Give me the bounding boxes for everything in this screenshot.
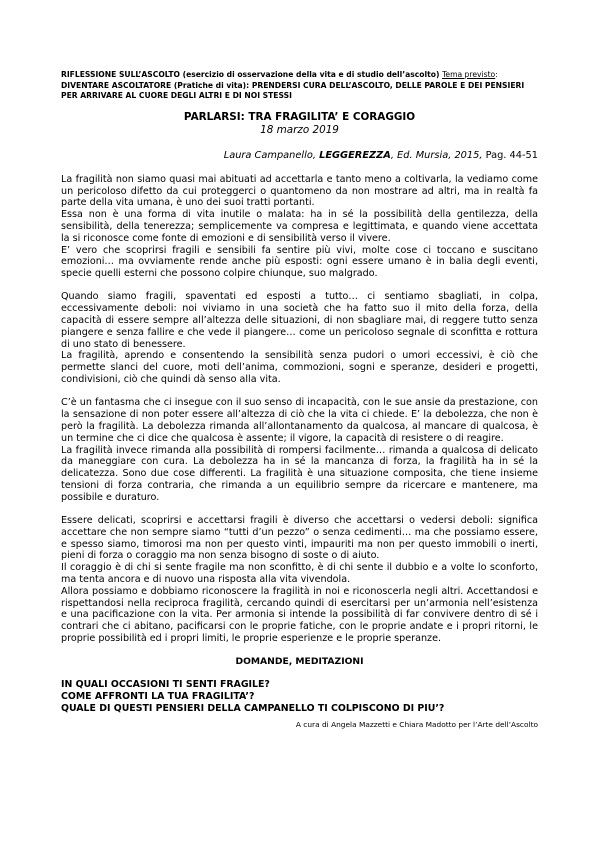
paragraph: Essere delicati, scoprirsi e accettarsi fragili è diverso che accettarsi o vedersi deboli: significa accettare che non sempre siamo “tutti d’un pezzo” o senza cedimenti… ma che possiamo essere, e spesso siamo, timorosi ma non per questo vinti, impauriti ma non per questo immobili o inerti, pieni di forza o coraggio ma non senza bisogno di soste o di aiuto. bbox=[61, 515, 538, 562]
question-item: IN QUALI OCCASIONI TI SENTI FRAGILE? bbox=[61, 678, 270, 690]
question-item: QUALE DI QUESTI PENSIERI DELLA CAMPANELLO TI COLPISCONO DI PIU’? bbox=[61, 702, 445, 714]
questions-list bbox=[61, 679, 538, 715]
question-item: COME AFFRONTI LA TUA FRAGILITA’? bbox=[61, 690, 255, 702]
header-title: RIFLESSIONE SULL’ASCOLTO (esercizio di osservazione della vita e di studio dell’ascolto) bbox=[61, 70, 440, 79]
paragraph-gap bbox=[61, 280, 538, 292]
source-book-title: LEGGEREZZA bbox=[319, 149, 391, 161]
paragraph: La fragilità non siamo quasi mai abituati ad accettarla e tanto meno a coltivarla, la vediamo come un pericoloso difetto da cui proteggerci o quantomeno da non mostrare ad altri, ma in realtà fa parte della vita umana, è uno dei suoi tratti portanti. bbox=[61, 173, 538, 209]
paragraph: E’ vero che scoprirsi fragili e sensibili fa sentire più vivi, molte cose ci toccano e suscitano emozioni… ma ovviamente rende anche più esposti: ogni essere umano è in balia degli eventi, specie quelli esterni che possono colpire chiunque, suo malgrado. bbox=[61, 244, 538, 280]
document-page bbox=[61, 70, 538, 730]
source-author: Laura Campanello, bbox=[223, 149, 316, 161]
header-theme-link: Tema previsto bbox=[442, 70, 496, 79]
page-title: PARLARSI: TRA FRAGILITA’ E CORAGGIO bbox=[183, 110, 416, 123]
paragraph-gap bbox=[61, 386, 538, 398]
paragraph: Il coraggio è di chi si sente fragile ma non sconfitto, è di chi sente il dubbio e a volte lo sconforto, ma tenta ancora e di nuovo una risposta alla vita vivendola. bbox=[61, 562, 538, 585]
paragraph: Quando siamo fragili, spaventati ed esposti a tutto… ci sentiamo sbagliati, in colpa, eccessivamente deboli: noi viviamo in una società che ha fatto suo il mito della forza, della capacità di essere sempre all’altezza delle situazioni, di non sbagliare mai, di reggere tutto senza piangere e senza fallire e che vede il piangere… come un pericoloso segnale di sconfitta e rottura di uno stato di benessere. bbox=[61, 291, 538, 350]
page-date: 18 marzo 2019 bbox=[260, 123, 339, 136]
paragraph: La fragilità, aprendo e consentendo la sensibilità senza pudori o umori eccessivi, è ciò che permette slanci del cuore, moti dell’anima, commozioni, sogni e speranze, desideri e progetti, condivisioni, ciò che quindi dà senso alla vita. bbox=[61, 350, 538, 386]
source-citation bbox=[61, 149, 538, 162]
paragraph: Essa non è una forma di vita inutile o malata: ha in sé la possibilità della gentilezza, della sensibilità, della tenerezza; semplicemente va compresa e legittimata, e quando viene accettata la si riconosce come fonte di emozioni e di sensibilità verso il vivere. bbox=[61, 209, 538, 244]
credit-line: A cura di Angela Mazzetti e Chiara Madotto per l’Arte dell’Ascolto bbox=[295, 719, 538, 729]
paragraph: La fragilità invece rimanda alla possibilità di rompersi facilmente… rimanda a qualcosa di delicato da maneggiare con cura. La debolezza ha in sé la mancanza di forza, la fragilità ha in sé la delicatezza. Sono due cose differenti. La fragilità è una situazione composita, che tiene insieme tensioni di forza contraria, che rimanda a un equilibrio sempre da ricercare e mantenere, ma possibile e duraturo. bbox=[61, 444, 538, 503]
paragraph: Allora possiamo e dobbiamo riconoscere la fragilità in noi e riconoscerla negli altri. Accettandosi e rispettandosi nella reciproca fragilità, cercando quindi di esercitarsi per un’armonia nell’esistenza e una pacificazione con la vita. Per armonia si intende la possibilità di far convivere dentro di sé i contrari che ci abitano, pacificarsi con le proprie fatiche, con le proprie andate e i propri ritorni, le proprie possibilità ed i propri limiti, le proprie esperienze e le proprie speranze. bbox=[61, 585, 538, 644]
document-header bbox=[61, 70, 538, 102]
paragraph-gap bbox=[61, 504, 538, 516]
header-subtitle: DIVENTARE ASCOLTATORE (Pratiche di vita): PRENDERSI CURA DELL’ASCOLTO, DELLE PAROLE E DEI PENSIERI PER ARRIVARE AL CUORE DEGLI ALTRI E DI NOI STESSI bbox=[61, 80, 525, 101]
source-pages: Pag. 44-51 bbox=[482, 149, 538, 161]
section-title: DOMANDE, MEDITAZIONI bbox=[235, 655, 364, 667]
header-colon: : bbox=[495, 70, 498, 79]
paragraph: C’è un fantasma che ci insegue con il suo senso di incapacità, con le sue ansie da prestazione, con la sensazione di non poter essere all’altezza di ciò che la vita ci chiede. E’ la debolezza, che non è però la fragilità. La debolezza rimanda all’allontanamento da qualcosa, al mancare di qualcosa, è un termine che ci dice che qualcosa è assente; il vigore, la capacità di resistere o di reagire. bbox=[61, 397, 538, 444]
source-publisher: , Ed. Mursia, 2015, bbox=[390, 149, 483, 161]
body-text bbox=[61, 174, 538, 645]
